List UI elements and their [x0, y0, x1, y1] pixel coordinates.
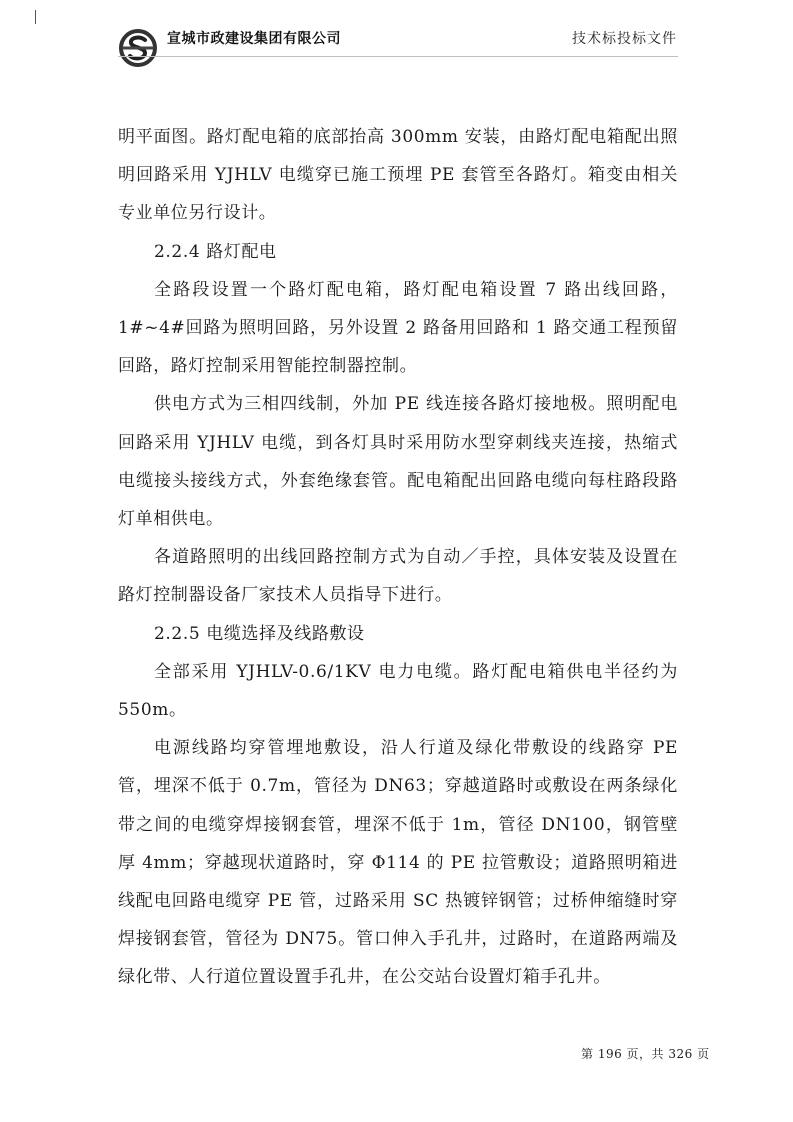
header-divider	[118, 56, 678, 57]
paragraph: 供电方式为三相四线制，外加 PE 线连接各路灯接地极。照明配电回路采用 YJHLV 电缆，到各灯具时采用防水型穿刺线夹连接，热缩式电缆接头接线方式，外套绝缘套管。配电箱配出回路电缆向每柱路段路灯单相供电。	[118, 394, 678, 530]
document-body	[118, 118, 678, 997]
section-heading-2-2-5: 2.2.5 电缆选择及线路敷设	[154, 623, 365, 644]
section-heading-2-2-4: 2.2.4 路灯配电	[154, 241, 277, 262]
paragraph-continuation: 明平面图。路灯配电箱的底部抬高 300mm 安装，由路灯配电箱配出照明回路采用 YJHLV 电缆穿已施工预埋 PE 套管至各路灯。箱变由相关专业单位另行设计。	[118, 127, 678, 224]
paragraph: 各道路照明的出线回路控制方式为自动／手控，具体安装及设置在路灯控制器设备厂家技术人员指导下进行。	[118, 547, 678, 606]
company-logo-icon	[118, 28, 158, 68]
paragraph: 全路段设置一个路灯配电箱，路灯配电箱设置 7 路出线回路，1#~4#回路为照明回路，另外设置 2 路备用回路和 1 路交通工程预留回路，路灯控制采用智能控制器控制。	[118, 279, 678, 377]
paragraph: 电源线路均穿管埋地敷设，沿人行道及绿化带敷设的线路穿 PE 管，埋深不低于 0.7m，管径为 DN63；穿越道路时或敷设在两条绿化带之间的电缆穿焊接钢套管，埋深不低于 1m，管径 DN100，钢管壁厚 4mm；穿越现状道路时，穿 Φ114 的 PE 拉管敷设；道路照明箱进线配电回路电缆穿 PE 管，过路采用 SC 热镀锌钢管；过桥伸缩缝时穿焊接钢套管，管径为 DN75。管口伸入手孔井，过路时，在道路两端及绿化带、人行道位置设置手孔井，在公交站台设置灯箱手孔井。	[118, 738, 678, 988]
page-header	[0, 0, 793, 80]
document-type: 技术标投标文件	[572, 31, 677, 47]
paragraph: 全部采用 YJHLV-0.6/1KV 电力电缆。路灯配电箱供电半径约为 550m。	[118, 661, 678, 721]
page-number: 第 196 页，共 326 页	[581, 1047, 710, 1061]
company-name: 宣城市政建设集团有限公司	[167, 31, 341, 47]
